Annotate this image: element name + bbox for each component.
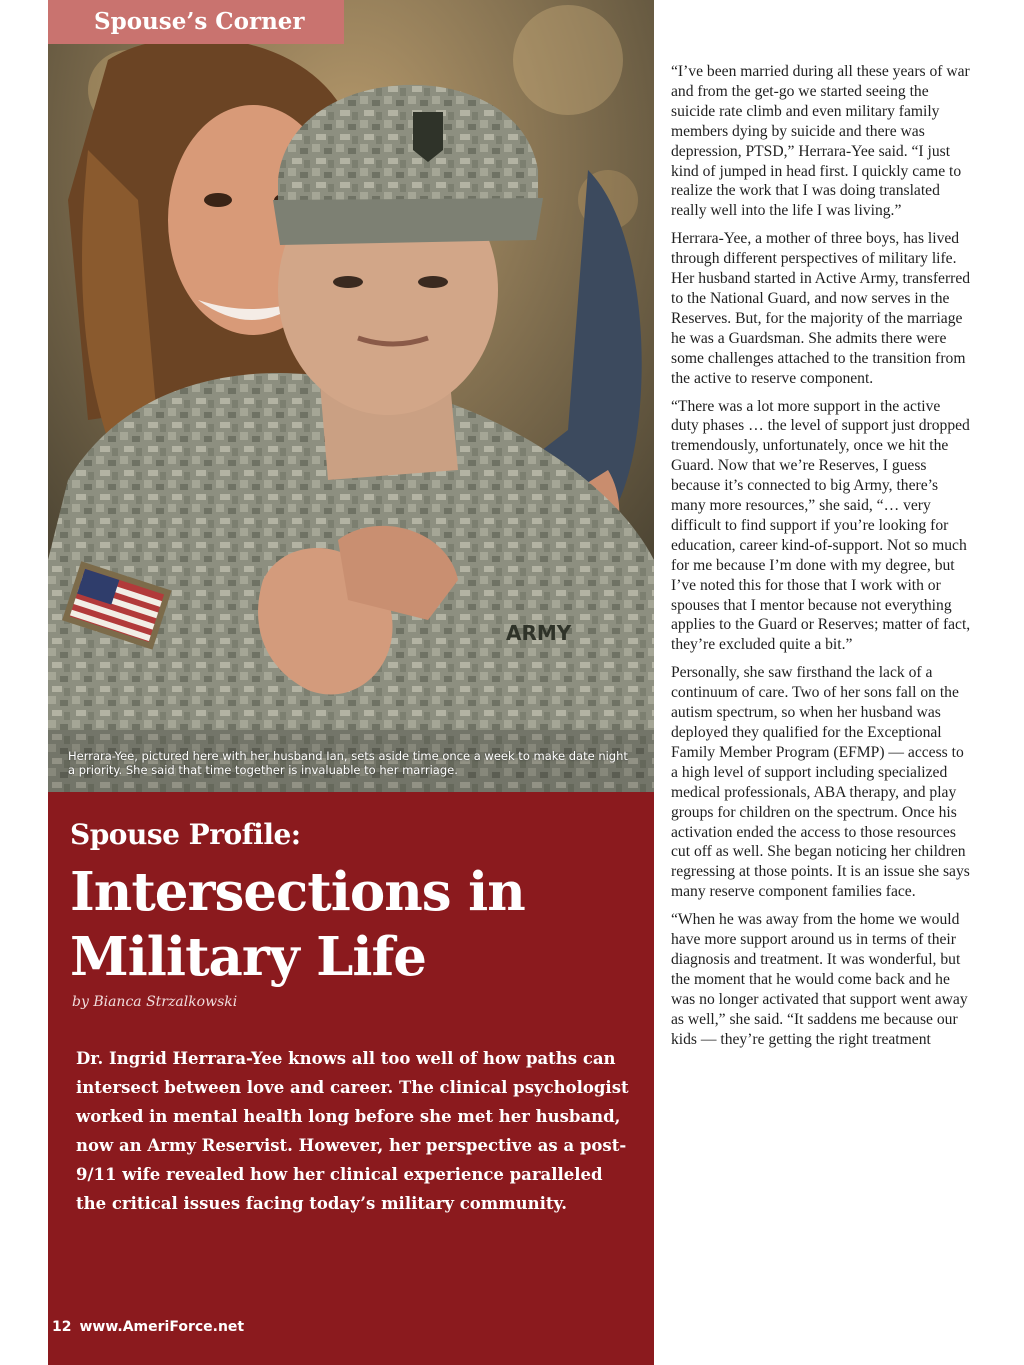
body-paragraph: “I’ve been married during all these years of war and from the get-go we started seeing the suicide rate climb and even military family members dying by suicide and there was depression, PTSD,” Herrara-Yee said. “I just kind of jumped in head first. I quickly came to realize the work that I was doing translated really well into the life I was living.” [671,63,970,220]
body-paragraph: “There was a lot more support in the active duty phases … the level of support just dropped tremendously, unfortunately, once we hit the Guard. Now that we’re Reserves, I guess because it’s connected to big Army, there’s many more resources,” she said, “… very difficult to find support if you’re looking for education, career kind-of-support. Not so much for me because I’m done with my degree, but I’ve noted this for those that I work with or spouses that I mentor because not everything applies to the Guard or Reserves; matter of fact, they’re excluded quite a bit.” [671,397,971,654]
body-paragraph: Herrara-Yee, a mother of three boys, has lived through different perspectives of military life. Her husband started in Active Army, transferred to the National Guard, and now serves in the Reserves. But, for the majority of the marriage he was a Guardsman. She admits there were some challenges attached to the transition from the active to reserve component. [671,230,971,387]
body-paragraph: “When he was away from the home we would have more support around us in terms of their diagnosis and treatment. It was wonderful, but the moment that he would come back and he was no longer activated that support went away as well,” she said. “It saddens me because our kids — they’re getting the right treatment [671,911,968,1048]
couple-photo [48,0,654,792]
couple-photo-illustration [48,0,654,792]
website-link[interactable]: www.AmeriForce.net [79,1319,245,1335]
page-number: 12 [52,1319,72,1335]
headline-line-1: Intersections in [70,861,525,923]
headline-line-2: Military Life [70,926,426,988]
article-headline [70,860,650,990]
page-margin [0,0,48,1365]
article-byline: by Bianca Strzalkowski [72,994,238,1010]
body-paragraph: Personally, she saw firsthand the lack of a continuum of care. Two of her sons fall on the autism spectrum, so when her husband was deployed they qualified for the Exceptional Family Member Program (EFMP) — access to a high level of support including specialized medical professionals, ABA therapy, and play groups for children on the spectrum. Once his activation ended the access to those resources cut off as well. She began noticing her children regressing at those points. It is an issue she says many reserve component families face. [671,664,970,901]
photo-caption: Herrara-Yee, pictured here with her husband Ian, sets aside time once a week to make date night a priority. She said that time together is invaluable to her marriage. [68,749,628,777]
army-name-tape: ARMY [506,621,572,645]
section-label: Spouse’s Corner [48,0,344,44]
article-deck: Dr. Ingrid Herrara-Yee knows all too well of how paths can intersect between love and career. The clinical psychologist worked in mental health long before she met her husband, now an Army Reservist. However, her perspective as a post-9/11 wife revealed how her clinical experience paralleled the critical issues facing today’s military community. [76,1049,629,1213]
article-kicker: Spouse Profile: [70,818,301,851]
article-body [671,62,971,1058]
page-footer [52,1319,244,1335]
